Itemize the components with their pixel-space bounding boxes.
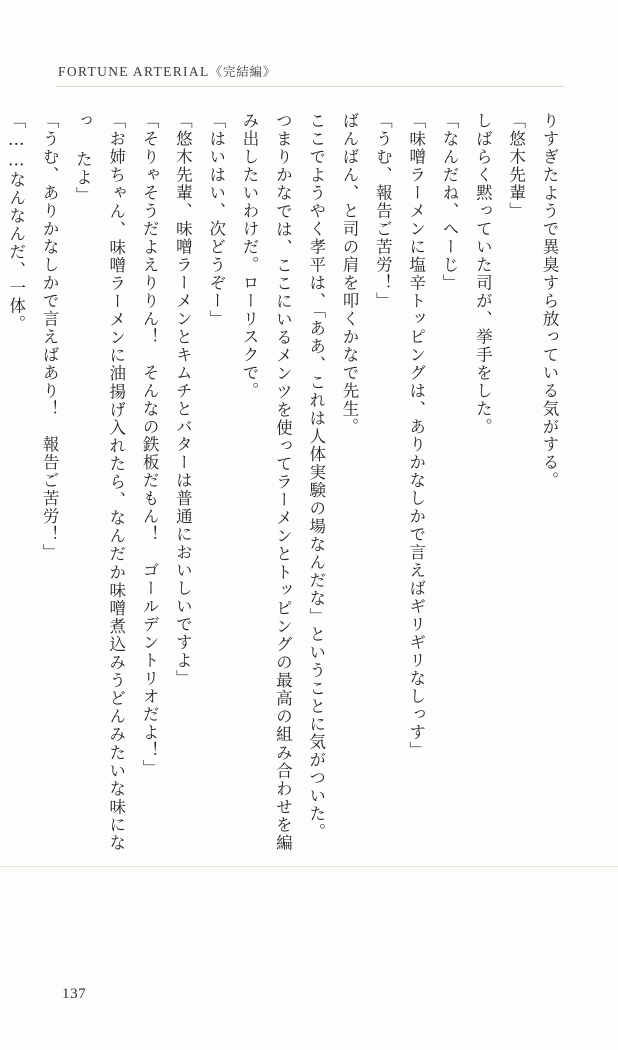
running-head-title: FORTUNE ARTERIAL [58, 64, 210, 79]
paragraph: りすぎたようで異臭すら放っている気がする。 [540, 112, 559, 490]
paragraph: 「なんだね、へーじ」 [440, 112, 460, 292]
paragraph: 「悠木先輩」 [506, 112, 526, 220]
paragraph: 「うむ、ありかなしかで言えばあり！ 報告ご苦労！」 [40, 112, 60, 562]
paragraph: 「味噌ラーメンに塩辛トッピングは、ありかなしかで言えばギリギリなしっす」 [406, 112, 426, 760]
paragraph: 「そりゃそうだよえりりん！ そんなの鉄板だもん！ ゴールデントリオだよ！」 [140, 112, 160, 778]
paragraph: ばんばん、と司の肩を叩くかなで先生。 [340, 112, 360, 436]
paragraph: 「はいはい、次どうぞー」 [206, 112, 226, 328]
paragraph: 「悠木先輩、味噌ラーメンとキムチとバターは普通においしいですよ」 [173, 112, 193, 688]
paragraph: 「お姉ちゃん、味噌ラーメンに油揚げ入れたら、なんだか味噌煮込みうどんみたいな味になっ たよ」 [73, 112, 126, 852]
page-number: 137 [62, 986, 87, 1002]
paragraph: しばらく黙っていた司が、挙手をした。 [473, 112, 493, 436]
running-head-subtitle: 《完結編》 [209, 64, 277, 79]
body-text [6, 112, 566, 852]
paragraph: 「うむ、報告ご苦労！」 [373, 112, 393, 310]
header-divider [56, 86, 564, 87]
paragraph: ここでようやく孝平は、「ああ、これは人体実験の場なんだな」ということに気がついた。 [306, 112, 326, 842]
footer-divider [0, 866, 618, 867]
paragraph: 「……なんなんだ、一体。 [6, 112, 26, 333]
running-head [58, 62, 276, 80]
paragraph: つまりかなでは、ここにいるメンツを使ってラーメンとトッピングの最高の組み合わせを編み出したいわけだ。ローリスクで。 [240, 112, 293, 852]
